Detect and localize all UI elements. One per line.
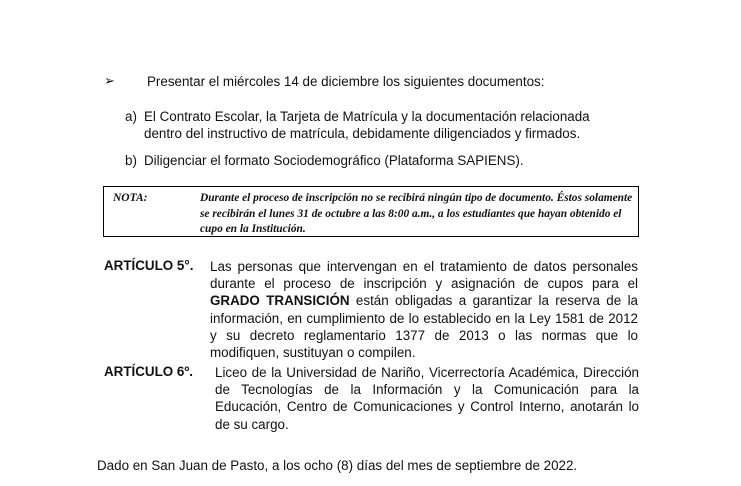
note-label: NOTA:: [113, 192, 148, 204]
footer-date-line: Dado en San Juan de Pasto, a los ocho (8) días del mes de septiembre de 2022.: [97, 458, 578, 473]
article-5-text-start: Las personas que intervengan en el tratamiento de datos personales durante el proceso de inscripción y asignación de cupos para el: [210, 259, 638, 292]
note-box: [103, 186, 639, 237]
note-text: Durante el proceso de inscripción no se recibirá ningún tipo de documento. Éstos solamente se recibirán el lunes 31 de octubre a las 8:00 a.m., a los estudiantes que hayan obtenido el cupo en la Institución.: [200, 192, 633, 235]
arrow-bullet-icon: ➢: [104, 73, 115, 88]
article-5-bold-grade: GRADO TRANSICIÓN: [210, 293, 350, 309]
article-5-text: [210, 258, 638, 361]
list-item-text: Diligenciar el formato Sociodemográfico (Plataforma SAPIENS).: [144, 153, 524, 168]
list-item-label: b): [125, 153, 137, 168]
article-5-label: ARTÍCULO 5°.: [104, 258, 194, 273]
article-6-label: ARTÍCULO 6º.: [104, 364, 193, 379]
list-item-label: a): [125, 109, 137, 124]
article-6-text: Liceo de la Universidad de Nariño, Vicerrectoría Académica, Dirección de Tecnologías de la Información y la Comunicación para la Educación, Centro de Comunicaciones y Control Interno, anotarán lo de su cargo.: [215, 365, 639, 432]
bullet-instruction: Presentar el miércoles 14 de diciembre los siguientes documentos:: [147, 74, 545, 89]
article-5-text-end: están obligadas a garantizar la reserva de la información, en cumplimiento de lo establecido en la Ley 1581 de 2012 y su decreto reglamentario 1377 de 2013 o las normas que lo modifiquen, sustituyan o compilen.: [210, 293, 638, 361]
list-item-a: [125, 108, 605, 144]
list-item-b: [125, 152, 605, 170]
list-item-text: El Contrato Escolar, la Tarjeta de Matrícula y la documentación relacionada dentro del instructivo de matrícula, debidamente diligenciados y firmados.: [144, 109, 590, 141]
